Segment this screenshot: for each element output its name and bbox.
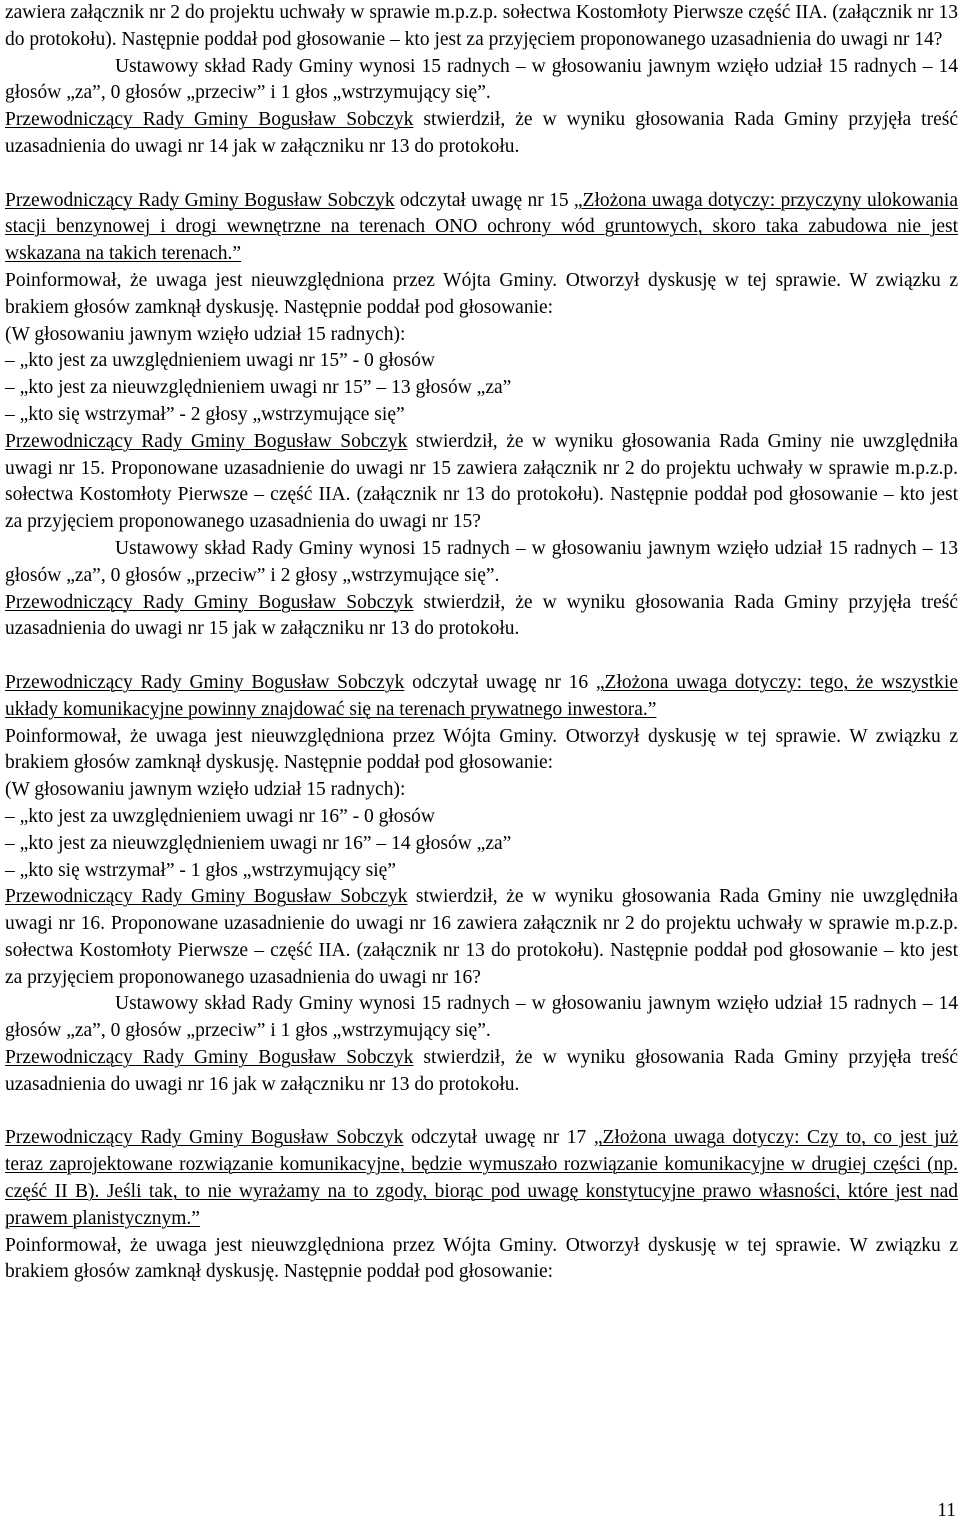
vote-line: – „kto jest za uwzględnieniem uwagi nr 15” - 0 głosów — [5, 350, 435, 372]
remark-text: „Złożona uwaga dotyczy: tego, że wszystkie układy komunikacyjne powinny znajdować się na terenach prywatnego inwestora.” — [5, 671, 958, 720]
info-17: Poinformował, że uwaga jest nieuwzględniona przez Wójta Gminy. Otworzył dyskusję w tej sprawie. W związku z brakiem głosów zamknął dyskusję. Następnie poddał pod głosowanie: — [5, 1234, 958, 1283]
remark-text: „Złożona uwaga dotyczy: przyczyny ulokowania stacji benzynowej i drogi wewnętrzne na terenach ONO ochrony wód gruntowych, skoro taka zabudowa nie jest wskazana na takich terenach.” — [5, 189, 958, 265]
remark-15 — [5, 188, 958, 268]
vote-line: – „kto jest za nieuwzględnieniem uwagi nr 16” – 14 głosów „za” — [5, 832, 512, 854]
decision-15 — [5, 429, 958, 536]
remark-17 — [5, 1125, 958, 1232]
chair-name: Przewodniczący Rady Gminy Bogusław Sobczyk — [5, 109, 414, 131]
decision-16 — [5, 884, 958, 991]
info-16: Poinformował, że uwaga jest nieuwzględniona przez Wójta Gminy. Otworzył dyskusję w tej sprawie. W związku z brakiem głosów zamknął dyskusję. Następnie poddał pod głosowanie: — [5, 725, 958, 774]
voting-header-16: (W głosowaniu jawnym wzięło udział 15 radnych): — [5, 779, 406, 801]
result-text: stwierdził, że w wyniku głosowania Rada Gminy przyjęła treść uzasadnienia do uwagi nr 14 jak w załączniku nr 13 do protokołu. — [5, 109, 958, 157]
voting-header-15: (W głosowaniu jawnym wzięło udział 15 radnych): — [5, 323, 406, 345]
result-16 — [5, 1045, 958, 1099]
chair-name: Przewodniczący Rady Gminy Bogusław Sobczyk — [5, 886, 408, 908]
remark-intro: odczytał uwagę nr 17 — [403, 1127, 594, 1149]
remark-text: „Złożona uwaga dotyczy: Czy to, co jest już teraz zaprojektowane rozwiązanie komunikacyjne, będzie wymuszało rozwiązanie komunikacyjne w drugiej części (np. część II B). Jeśli tak, to nie wyrażamy na to zgody, biorąc pod uwagę konstytucyjne prawo własności, które jest nad prawem planistycznym.” — [5, 1127, 958, 1229]
remark-16 — [5, 670, 958, 724]
page-number: 11 — [937, 1500, 956, 1521]
decision-text: stwierdził, że w wyniku głosowania Rada Gminy nie uwzględniła uwagi nr 15. Proponowane uzasadnienie do uwagi nr 15 zawiera załącznik nr 2 do projektu uchwały w sprawie m.p.z.p. sołectwa Kostomłoty Pierwsze – część IIA. (załącznik nr 13 do protokołu). Następnie poddał pod głosowanie – kto jest za przyjęciem proponowanego uzasadnienia do uwagi nr 15? — [5, 430, 958, 533]
chair-name: Przewodniczący Rady Gminy Bogusław Sobczyk — [5, 1127, 404, 1149]
vote-line: – „kto się wstrzymał” - 1 głos „wstrzymujący się” — [5, 859, 396, 881]
result-14 — [5, 107, 958, 161]
remark-intro: odczytał uwagę nr 16 — [404, 671, 596, 693]
chair-name: Przewodniczący Rady Gminy Bogusław Sobczyk — [5, 189, 395, 211]
vote-line: – „kto jest za nieuwzględnieniem uwagi nr 15” – 13 głosów „za” — [5, 377, 512, 399]
info-15: Poinformował, że uwaga jest nieuwzględniona przez Wójta Gminy. Otworzył dyskusję w tej sprawie. W związku z brakiem głosów zamknął dyskusję. Następnie poddał pod głosowanie: — [5, 269, 958, 318]
vote-summary-14: Ustawowy skład Rady Gminy wynosi 15 radnych – w głosowaniu jawnym wzięło udział 15 radnych – 14 głosów „za”, 0 głosów „przeciw” i 1 głos „wstrzymujący się”. — [5, 55, 958, 104]
vote-line: – „kto się wstrzymał” - 2 głosy „wstrzymujące się” — [5, 403, 405, 425]
vote-summary-15: Ustawowy skład Rady Gminy wynosi 15 radnych – w głosowaniu jawnym wzięło udział 15 radnych – 13 głosów „za”, 0 głosów „przeciw” i 2 głosy „wstrzymujące się”. — [5, 537, 958, 586]
decision-text: stwierdził, że w wyniku głosowania Rada Gminy nie uwzględniła uwagi nr 16. Proponowane uzasadnienie do uwagi nr 16 zawiera załącznik nr 2 do projektu uchwały w sprawie m.p.z.p. sołectwa Kostomłoty Pierwsze – część IIA. (załącznik nr 13 do protokołu). Następnie poddał pod głosowanie – kto jest za przyjęciem proponowanego uzasadnienia do uwagi nr 16? — [5, 886, 958, 988]
vote-summary-16: Ustawowy skład Rady Gminy wynosi 15 radnych – w głosowaniu jawnym wzięło udział 15 radnych – 14 głosów „za”, 0 głosów „przeciw” i 1 głos „wstrzymujący się”. — [5, 993, 958, 1042]
result-text: stwierdził, że w wyniku głosowania Rada Gminy przyjęła treść uzasadnienia do uwagi nr 16 jak w załączniku nr 13 do protokołu. — [5, 1047, 958, 1095]
document-page — [5, 0, 958, 1286]
result-text: stwierdził, że w wyniku głosowania Rada Gminy przyjęła treść uzasadnienia do uwagi nr 15 jak w załączniku nr 13 do protokołu. — [5, 591, 958, 640]
remark-intro: odczytał uwagę nr 15 — [394, 189, 574, 211]
chair-name: Przewodniczący Rady Gminy Bogusław Sobczyk — [5, 430, 408, 452]
vote-line: – „kto jest za uwzględnieniem uwagi nr 16” - 0 głosów — [5, 805, 435, 827]
chair-name: Przewodniczący Rady Gminy Bogusław Sobczyk — [5, 671, 405, 693]
result-15 — [5, 590, 958, 644]
chair-name: Przewodniczący Rady Gminy Bogusław Sobczyk — [5, 1047, 414, 1069]
chair-name: Przewodniczący Rady Gminy Bogusław Sobczyk — [5, 591, 414, 613]
paragraph-remark14-continuation: zawiera załącznik nr 2 do projektu uchwały w sprawie m.p.z.p. sołectwa Kostomłoty Pierwsze część IIA. (załącznik nr 13 do protokołu). Następnie poddał pod głosowanie – kto jest za przyjęciem proponowanego uzasadnienia do uwagi nr 14? — [5, 2, 958, 50]
